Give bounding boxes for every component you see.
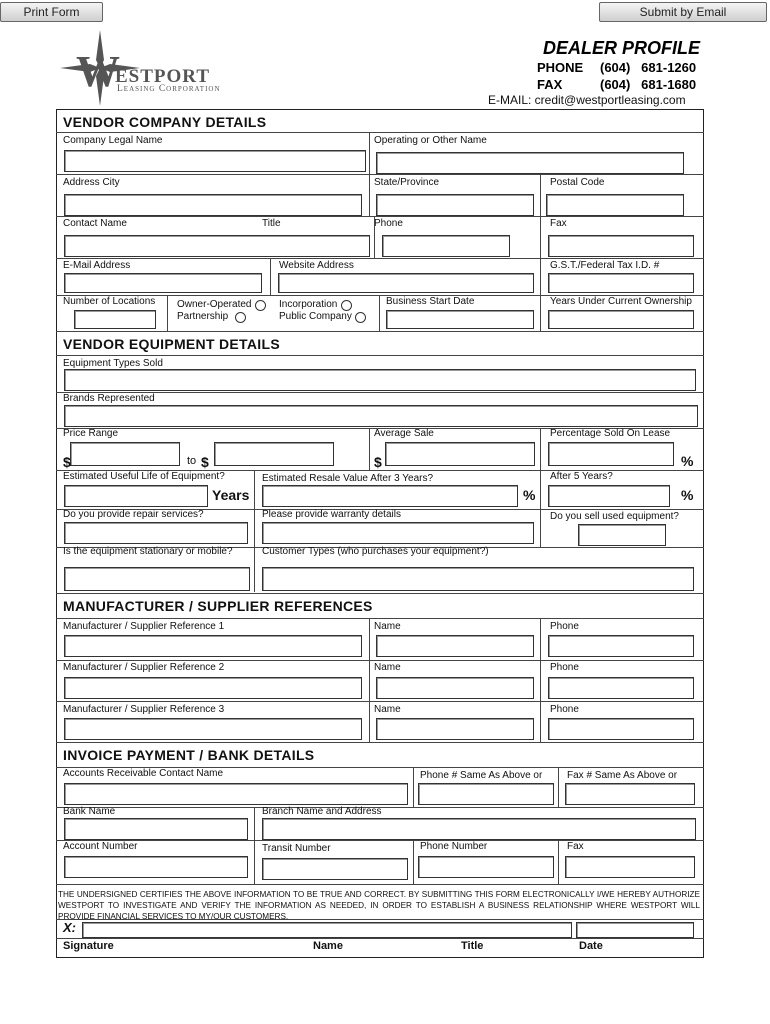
account-input[interactable]: [64, 856, 248, 878]
label-stationary: Is the equipment stationary or mobile?: [63, 546, 233, 557]
label-incorporation: Incorporation: [279, 299, 338, 310]
useful-life-input[interactable]: [64, 485, 208, 507]
label-province: State/Province: [374, 177, 440, 188]
bank-fax-input[interactable]: [565, 856, 695, 878]
label-start-date: Business Start Date: [386, 296, 475, 307]
transit-input[interactable]: [262, 858, 408, 880]
email-contact: E-MAIL: credit@westportleasing.com: [488, 93, 686, 107]
average-sale-input[interactable]: [385, 442, 535, 466]
stationary-input[interactable]: [64, 567, 250, 591]
label-title: Title: [262, 218, 281, 229]
label-branch: Branch Name and Address: [262, 806, 382, 817]
label-ref-3: Manufacturer / Supplier Reference 3: [63, 704, 225, 715]
postal-code-input[interactable]: [546, 194, 684, 216]
warranty-input[interactable]: [262, 522, 534, 544]
label-postal: Postal Code: [550, 177, 605, 188]
dollar-sign-3: $: [374, 454, 382, 470]
label-phone: Phone: [374, 218, 403, 229]
operating-name-input[interactable]: [376, 152, 684, 174]
label-gst: G.S.T./Federal Tax I.D. #: [550, 260, 660, 271]
used-equipment-input[interactable]: [578, 524, 666, 546]
price-to-input[interactable]: [214, 442, 334, 466]
label-ref-3-phone: Phone: [550, 704, 579, 715]
label-equipment-types: Equipment Types Sold: [63, 358, 163, 369]
label-public-company: Public Company: [279, 311, 352, 322]
label-percent-lease: Percentage Sold On Lease: [550, 428, 671, 439]
dollar-sign-2: $: [201, 454, 209, 470]
label-price-range: Price Range: [63, 428, 119, 439]
label-website: Website Address: [279, 260, 354, 271]
label-account: Account Number: [63, 841, 138, 852]
logo-subtitle: Leasing Corporation: [117, 84, 221, 94]
label-ref-1: Manufacturer / Supplier Reference 1: [63, 621, 225, 632]
percent-sign: %: [681, 453, 694, 469]
phone-same-input[interactable]: [418, 783, 554, 805]
resale-3-input[interactable]: [262, 485, 518, 507]
fax-input[interactable]: [548, 235, 694, 257]
equipment-types-input[interactable]: [64, 369, 696, 391]
label-years-unit: Years: [212, 487, 250, 503]
label-address-city: Address City: [63, 177, 120, 188]
website-input[interactable]: [278, 273, 534, 293]
label-name: Name: [313, 940, 343, 952]
price-from-input[interactable]: [70, 442, 180, 466]
print-form-button[interactable]: Print Form: [0, 2, 103, 22]
phone-label: PHONE: [537, 60, 584, 75]
label-title-sig: Title: [461, 940, 484, 952]
label-ref-2: Manufacturer / Supplier Reference 2: [63, 662, 225, 673]
incorporation-radio[interactable]: [341, 300, 352, 311]
label-owner-operated: Owner-Operated: [177, 299, 252, 310]
label-bank-phone: Phone Number: [420, 841, 488, 852]
ref-1-phone-input[interactable]: [548, 635, 694, 657]
logo-name: ESTPORT: [115, 66, 211, 87]
locations-input[interactable]: [74, 310, 156, 329]
fax-same-input[interactable]: [565, 783, 695, 805]
ref-3-phone-input[interactable]: [548, 718, 694, 740]
label-operating-name: Operating or Other Name: [374, 135, 487, 146]
section-vendor-equipment: VENDOR EQUIPMENT DETAILS: [63, 336, 280, 352]
repair-input[interactable]: [64, 522, 248, 544]
section-references: MANUFACTURER / SUPPLIER REFERENCES: [63, 598, 373, 614]
ar-contact-input[interactable]: [64, 783, 408, 805]
after-5-input[interactable]: [548, 485, 670, 507]
branch-input[interactable]: [262, 818, 696, 840]
label-bank-fax: Fax: [567, 841, 584, 852]
bank-phone-input[interactable]: [418, 856, 554, 878]
label-locations: Number of Locations: [63, 296, 156, 307]
ref-2-input[interactable]: [64, 677, 362, 699]
label-bank-name: Bank Name: [63, 806, 116, 817]
ref-2-name-input[interactable]: [376, 677, 534, 699]
label-resale-3: Estimated Resale Value After 3 Years?: [262, 473, 434, 484]
owner-operated-radio[interactable]: [255, 300, 266, 311]
date-input[interactable]: [576, 922, 694, 938]
label-after-5: After 5 Years?: [550, 471, 613, 482]
bank-name-input[interactable]: [64, 818, 248, 840]
page-title: DEALER PROFILE: [543, 38, 701, 58]
ref-3-name-input[interactable]: [376, 718, 534, 740]
province-input[interactable]: [376, 194, 534, 216]
label-contact-name: Contact Name: [63, 218, 127, 229]
label-ref-3-name: Name: [374, 704, 401, 715]
label-email: E-Mail Address: [63, 260, 131, 271]
label-ref-2-phone: Phone: [550, 662, 579, 673]
label-years-ownership: Years Under Current Ownership: [550, 296, 692, 307]
signature-x: X:: [63, 920, 76, 935]
label-transit: Transit Number: [262, 843, 331, 854]
contact-name-input[interactable]: [64, 235, 370, 257]
label-ref-1-phone: Phone: [550, 621, 579, 632]
label-legal-name: Company Legal Name: [63, 135, 163, 146]
label-to: to: [187, 455, 197, 467]
percent-lease-input[interactable]: [548, 442, 674, 466]
ref-3-input[interactable]: [64, 718, 362, 740]
dollar-sign: $: [63, 454, 71, 470]
label-ref-1-name: Name: [374, 621, 401, 632]
label-fax: Fax: [550, 218, 567, 229]
label-repair: Do you provide repair services?: [63, 509, 204, 520]
label-ar-contact: Accounts Receivable Contact Name: [63, 768, 224, 779]
label-useful-life: Estimated Useful Life of Equipment?: [63, 471, 225, 482]
label-average-sale: Average Sale: [374, 428, 434, 439]
section-bank: INVOICE PAYMENT / BANK DETAILS: [63, 747, 315, 763]
label-warranty: Please provide warranty details: [262, 509, 401, 520]
gst-input[interactable]: [548, 273, 694, 293]
section-vendor-company: VENDOR COMPANY DETAILS: [63, 114, 267, 130]
label-signature: Signature: [63, 940, 114, 952]
percent-sign-2: %: [523, 487, 536, 503]
label-partnership: Partnership: [177, 311, 229, 322]
submit-by-email-button[interactable]: Submit by Email: [599, 2, 767, 22]
legal-name-input[interactable]: [64, 150, 366, 172]
start-date-input[interactable]: [386, 310, 534, 329]
percent-sign-3: %: [681, 487, 694, 503]
signature-input[interactable]: [82, 922, 572, 938]
phone-input[interactable]: [382, 235, 510, 257]
years-ownership-input[interactable]: [548, 310, 694, 329]
label-ref-2-name: Name: [374, 662, 401, 673]
customer-types-input[interactable]: [262, 567, 694, 591]
label-date: Date: [579, 940, 603, 952]
ref-2-phone-input[interactable]: [548, 677, 694, 699]
label-phone-same: Phone # Same As Above or: [420, 770, 543, 781]
ref-1-input[interactable]: [64, 635, 362, 657]
phone-value: (604) 681-1260: [600, 60, 697, 75]
ref-1-name-input[interactable]: [376, 635, 534, 657]
label-used-equipment: Do you sell used equipment?: [550, 511, 679, 522]
label-brands: Brands Represented: [63, 393, 155, 404]
fax-value: (604) 681-1680: [600, 77, 697, 92]
label-customer-types: Customer Types (who purchases your equipment?): [262, 546, 489, 557]
partnership-radio[interactable]: [235, 312, 246, 323]
brands-input[interactable]: [64, 405, 698, 427]
address-city-input[interactable]: [64, 194, 362, 216]
logo-w: W: [76, 47, 121, 96]
fax-label: FAX: [537, 77, 563, 92]
email-input[interactable]: [64, 273, 262, 293]
certification-text: THE UNDERSIGNED CERTIFIES THE ABOVE INFORMATION TO BE TRUE AND CORRECT. BY SUBMITTING THIS FORM ELECTRONICALLY I/WE HEREBY AUTHORIZE WESTPORT TO INVESTIGATE AND VERIFY THE INFORMATION AS NEEDED, IN ORDER TO ESTABLISH A BUSINESS RELATIONSHIP WHERE WESTPORT WILL PROVIDE FINANCIAL SERVICES TO MY/OUR CUSTOMERS.: [58, 890, 700, 921]
public-company-radio[interactable]: [355, 312, 366, 323]
label-fax-same: Fax # Same As Above or: [567, 770, 678, 781]
